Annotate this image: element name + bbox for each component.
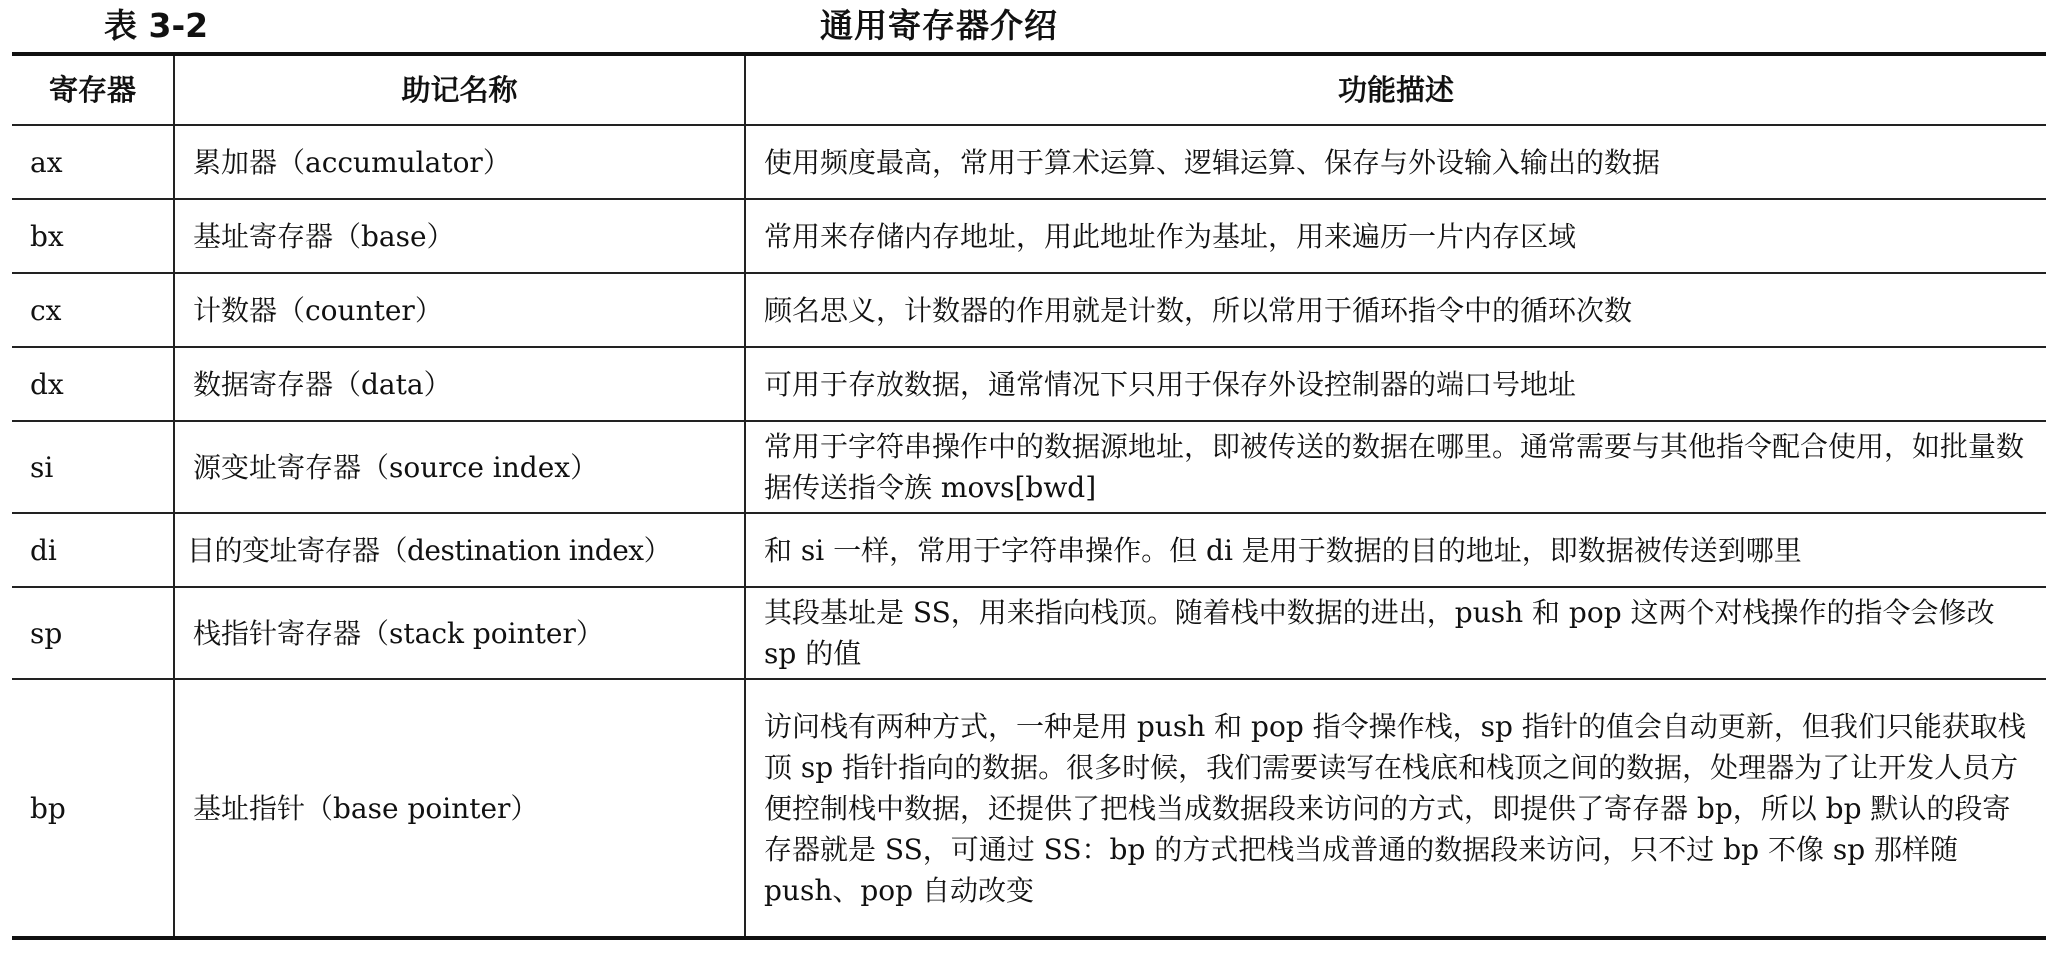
table-caption xyxy=(0,0,2064,52)
header-description: 功能描述 xyxy=(745,54,2046,125)
table-title: 通用寄存器介绍 xyxy=(820,6,1058,45)
description-cell: 常用来存储内存地址，用此地址作为基址，用来遍历一片内存区域 xyxy=(745,199,2046,273)
table-row xyxy=(12,199,2046,273)
mnemonic-cell: 基址指针（base pointer） xyxy=(174,679,745,938)
table-row xyxy=(12,587,2046,679)
register-cell: dx xyxy=(12,347,174,421)
mnemonic-cell: 目的变址寄存器（destination index） xyxy=(174,513,745,587)
register-cell: cx xyxy=(12,273,174,347)
description-cell: 和 si 一样，常用于字符串操作。但 di 是用于数据的目的地址，即数据被传送到哪里 xyxy=(745,513,2046,587)
mnemonic-cell: 基址寄存器（base） xyxy=(174,199,745,273)
mnemonic-cell: 累加器（accumulator） xyxy=(174,125,745,199)
header-mnemonic: 助记名称 xyxy=(174,54,745,125)
table-row xyxy=(12,347,2046,421)
register-table xyxy=(12,52,2046,940)
table-row xyxy=(12,273,2046,347)
description-cell: 可用于存放数据，通常情况下只用于保存外设控制器的端口号地址 xyxy=(745,347,2046,421)
table-row xyxy=(12,421,2046,513)
table-number: 表 3-2 xyxy=(104,6,209,45)
header-register: 寄存器 xyxy=(12,54,174,125)
description-cell: 顾名思义，计数器的作用就是计数，所以常用于循环指令中的循环次数 xyxy=(745,273,2046,347)
register-cell: bp xyxy=(12,679,174,938)
register-cell: sp xyxy=(12,587,174,679)
table-row xyxy=(12,125,2046,199)
mnemonic-cell: 数据寄存器（data） xyxy=(174,347,745,421)
table-row xyxy=(12,513,2046,587)
description-cell: 其段基址是 SS，用来指向栈顶。随着栈中数据的进出，push 和 pop 这两个对栈操作的指令会修改 sp 的值 xyxy=(745,587,2046,679)
register-cell: ax xyxy=(12,125,174,199)
table-header-row xyxy=(12,54,2046,125)
table-row xyxy=(12,679,2046,938)
register-cell: bx xyxy=(12,199,174,273)
mnemonic-cell: 源变址寄存器（source index） xyxy=(174,421,745,513)
register-cell: si xyxy=(12,421,174,513)
description-cell: 访问栈有两种方式，一种是用 push 和 pop 指令操作栈，sp 指针的值会自动更新，但我们只能获取栈顶 sp 指针指向的数据。很多时候，我们需要读写在栈底和栈顶之间的数据，处理器为了让开发人员方便控制栈中数据，还提供了把栈当成数据段来访问的方式，即提供了寄存器 bp，所以 bp 默认的段寄存器就是 SS，可通过 SS：bp 的方式把栈当成普通的数据段来访问，只不过 bp 不像 sp 那样随 push、pop 自动改变 xyxy=(745,679,2046,938)
mnemonic-cell: 计数器（counter） xyxy=(174,273,745,347)
description-cell: 常用于字符串操作中的数据源地址，即被传送的数据在哪里。通常需要与其他指令配合使用，如批量数据传送指令族 movs[bwd] xyxy=(745,421,2046,513)
register-cell: di xyxy=(12,513,174,587)
description-cell: 使用频度最高，常用于算术运算、逻辑运算、保存与外设输入输出的数据 xyxy=(745,125,2046,199)
mnemonic-cell: 栈指针寄存器（stack pointer） xyxy=(174,587,745,679)
